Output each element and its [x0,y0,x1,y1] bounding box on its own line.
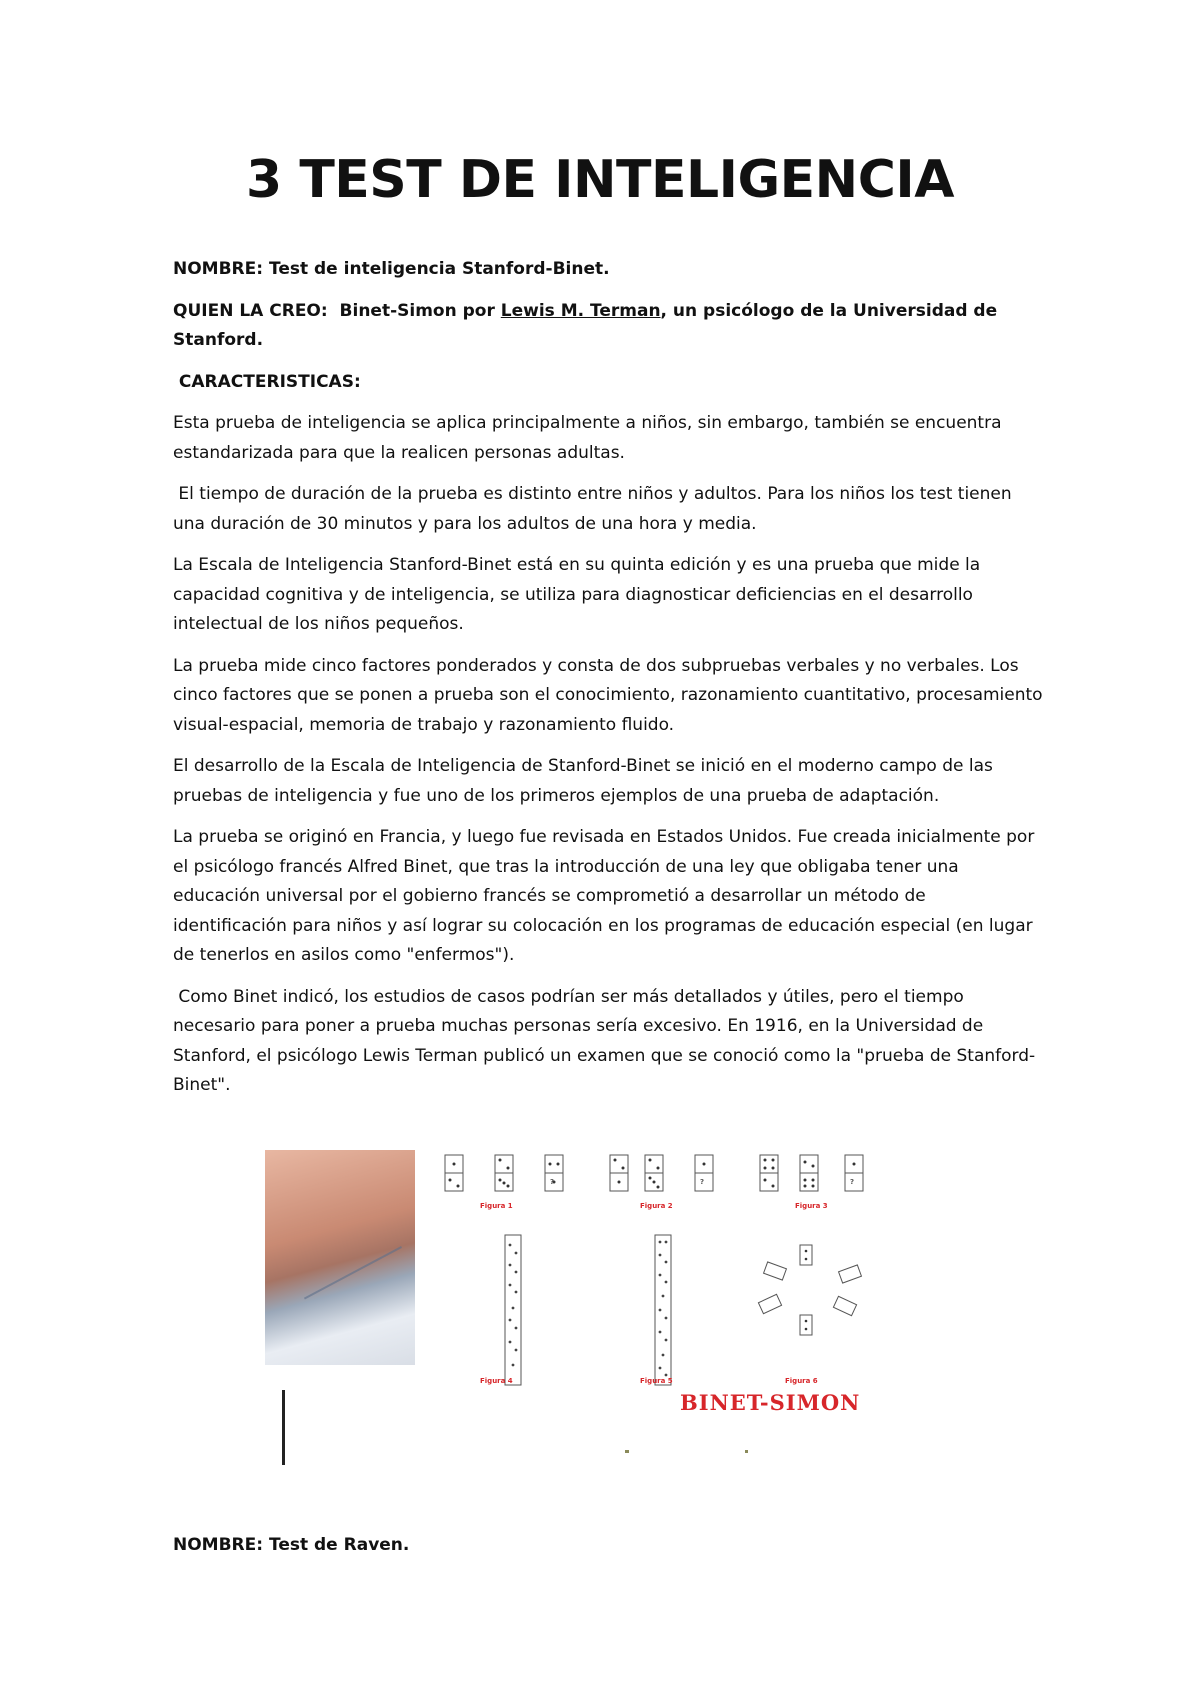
question-mark: ? [550,1178,555,1186]
figure-label: Figura 1 [480,1202,513,1210]
quien-post: , un psicólogo de la Universidad de Stanford. [173,300,998,350]
paragraph: El tiempo de duración de la prueba es distinto entre niños y adultos. Para los niños los test tienen una duración de 30 minutos y para los adultos de una hora y media. [173,484,1018,534]
page-title: 3 TEST DE INTELIGENCIA [246,150,954,210]
figure-label: Figura 4 [480,1377,513,1385]
document-body [173,255,1043,1113]
nombre-label: NOMBRE: [173,259,264,279]
nombre-line [173,255,1043,285]
figure-label: Figura 6 [785,1377,818,1385]
question-mark: ? [700,1178,705,1186]
figure-divider-line [282,1390,285,1465]
paragraph: La Escala de Inteligencia Stanford-Binet está en su quinta edición y es una prueba que mide la capacidad cognitiva y de inteligencia, se utiliza para diagnosticar deficiencias en el desarrollo intelectual de los niños pequeños. [173,555,981,634]
quien-pre: Binet-Simon por [339,300,495,321]
figure-label: Figura 3 [795,1202,828,1210]
binet-simon-banner: BINET-SIMON [680,1390,861,1415]
paragraph: La prueba mide cinco factores ponderados y consta de dos subpruebas verbales y no verbales. Los cinco factores que se ponen a prueba son el conocimiento, razonamiento cuantitativo, procesamiento visual-espacial, memoria de trabajo y razonamiento fluido. [173,655,1043,735]
paragraph: El desarrollo de la Escala de Inteligencia de Stanford-Binet se inició en el moderno campo de las pruebas de inteligencia y fue uno de los primeros ejemplos de una prueba de adaptación. [173,756,993,806]
nombre-label: NOMBRE: [173,1535,264,1555]
binet-simon-figure [265,1150,925,1470]
question-mark: ? [850,1178,855,1186]
paragraph: La prueba se originó en Francia, y luego fue revisada en Estados Unidos. Fue creada inicialmente por el psicólogo francés Alfred Binet, que tras la introducción de una ley que obligaba tener una educación universal por el gobierno francés se comprometió a desarrollar un método de identificación para niños y así lograr su colocación en los programas de educación especial (en lugar de tenerlos en asilos como "enfermos"). [173,827,1035,965]
caracteristicas-heading: CARACTERISTICAS: [178,371,361,392]
paragraph: Como Binet indicó, los estudios de casos podrían ser más detallados y útiles, pero el tiempo necesario para poner a prueba muchas personas sería excesivo. En 1916, en la Universidad de Stanford, el psicólogo Lewis Terman publicó un examen que se conoció como la "prueba de Stanford-Binet". [173,986,1036,1095]
figure-label: Figura 2 [640,1202,673,1210]
nombre-raven-line [173,1535,409,1555]
nombre-value: Test de inteligencia Stanford-Binet. [268,259,610,279]
quien-line [173,297,1043,356]
domino-figures-svg [445,1150,895,1385]
speck [625,1450,629,1453]
figure-label: Figura 5 [640,1377,673,1385]
nombre-value: Test de Raven. [268,1535,410,1555]
child-photo [265,1150,415,1365]
speck [745,1450,748,1453]
terman-link[interactable]: Lewis M. Terman [500,300,661,321]
paragraph: Esta prueba de inteligencia se aplica principalmente a niños, sin embargo, también se encuentra estandarizada para que la realicen personas adultas. [173,413,1002,463]
quien-label: QUIEN LA CREO: [173,300,328,321]
